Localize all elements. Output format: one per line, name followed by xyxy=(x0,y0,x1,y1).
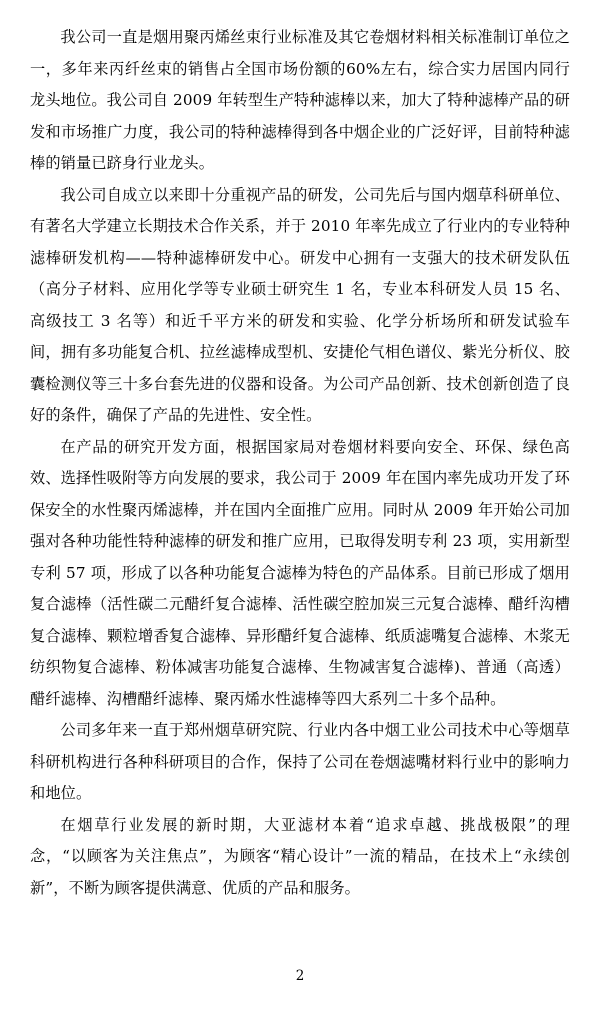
paragraph-3: 在产品的研究开发方面，根据国家局对卷烟材料要向安全、环保、绿色高效、选择性吸附等方向发展的要求，我公司于 2009 年在国内率先成功开发了环保安全的水性聚丙烯滤棒，并在国内全面推广应用。同时从 2009 年开始公司加强对各种功能性特种滤棒的研发和推广应用，已取得发明专利 23 项，实用新型专利 57 项，形成了以各种功能复合滤棒为特色的产品体系。目前已形成了烟用复合滤棒（活性碳二元醋纤复合滤棒、活性碳空腔加炭三元复合滤棒、醋纤沟槽复合滤棒、颗粒增香复合滤棒、异形醋纤复合滤棒、纸质滤嘴复合滤棒、木浆无纺织物复合滤棒、粉体减害功能复合滤棒、生物减害复合滤棒)、普通（高透）醋纤滤棒、沟槽醋纤滤棒、聚丙烯水性滤棒等四大系列二十多个品种。 xyxy=(30,437,571,708)
paragraph-5: 在烟草行业发展的新时期，大亚滤材本着“追求卓越、挑战极限”的理念，“以顾客为关注焦点”，为顾客“精心设计”一流的精品，在技术上“永续创新”，不断为顾客提供满意、优质的产品和服务。 xyxy=(30,815,570,897)
paragraph-4: 公司多年来一直于郑州烟草研究院、行业内各中烟工业公司技术中心等烟草科研机构进行各种科研项目的合作，保持了公司在卷烟滤嘴材料行业中的影响力和地位。 xyxy=(30,721,570,802)
paragraph-1: 我公司一直是烟用聚丙烯丝束行业标准及其它卷烟材料相关标准制订单位之一，多年来丙纤丝束的销售占全国市场份额的60%左右，综合实力居国内同行龙头地位。我公司自 2009 年转型生产特种滤棒以来，加大了特种滤棒产品的研发和市场推广力度，我公司的特种滤棒得到各中烟企业的广泛好评，目前特种滤棒的销量已跻身行业龙头。 xyxy=(30,28,571,172)
document-body xyxy=(30,22,570,904)
paragraph-2: 我公司自成立以来即十分重视产品的研发，公司先后与国内烟草科研单位、有著名大学建立长期技术合作关系，并于 2010 年率先成立了行业内的专业特种滤棒研发机构——特种滤棒研发中心。研发中心拥有一支强大的技术研发队伍（高分子材料、应用化学等专业硕士研究生 1 名，专业本科研发人员 15 名、高级技工 3 名等）和近千平方米的研发和实验、化学分析场所和研发试验车间，拥有多功能复合机、拉丝滤棒成型机、安捷伦气相色谱仪、紫光分析仪、胶囊检测仪等三十多台套先进的仪器和设备。为公司产品创新、技术创新创造了良好的条件，确保了产品的先进性、安全性。 xyxy=(30,185,571,424)
page-number: 2 xyxy=(295,968,305,984)
